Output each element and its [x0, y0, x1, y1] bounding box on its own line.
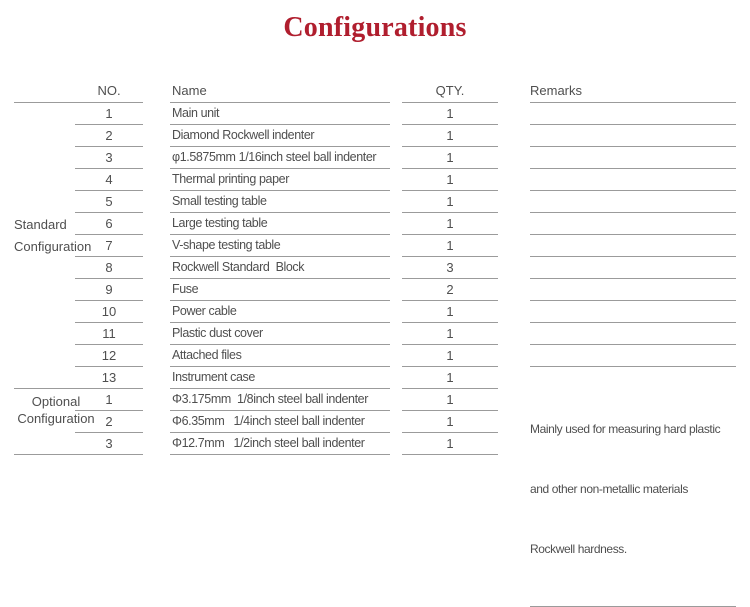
- remarks-cell: [530, 147, 736, 169]
- qty-cell: 3: [402, 257, 498, 279]
- name-cell: Thermal printing paper: [170, 169, 390, 191]
- qty-cell: 1: [402, 235, 498, 257]
- qty-cell: 1: [402, 411, 498, 433]
- no-cell: 5: [75, 191, 143, 213]
- remarks-note-line: Rockwell hardness.: [530, 542, 627, 556]
- remarks-note-line: Mainly used for measuring hard plastic: [530, 422, 721, 436]
- table-row: [0, 257, 750, 279]
- column-header-qty: QTY.: [402, 81, 498, 103]
- table-row: [0, 301, 750, 323]
- no-cell: 3: [75, 147, 143, 169]
- remarks-cell: [530, 257, 736, 279]
- remarks-cell: [530, 279, 736, 301]
- qty-cell: 1: [402, 389, 498, 411]
- no-cell: 7: [75, 235, 143, 257]
- name-cell: φ1.5875mm 1/16inch steel ball indenter: [170, 147, 390, 169]
- qty-cell: 1: [402, 367, 498, 389]
- no-cell: 1: [75, 389, 143, 411]
- page-title: Configurations: [283, 12, 467, 43]
- remarks-cell: [530, 345, 736, 367]
- group-label-standard-line2: Configuration: [14, 239, 92, 254]
- no-cell: 12: [75, 345, 143, 367]
- no-cell: 1: [75, 103, 143, 125]
- remarks-cell: [530, 323, 736, 345]
- group-label-optional-line2: Configuration: [17, 411, 95, 426]
- qty-cell: 1: [402, 213, 498, 235]
- no-cell: 3: [75, 433, 143, 455]
- table-row: [0, 147, 750, 169]
- table-row: [0, 213, 750, 235]
- remarks-cell: [530, 103, 736, 125]
- no-cell: 13: [75, 367, 143, 389]
- name-cell: Fuse: [170, 279, 390, 301]
- column-header-remarks: Remarks: [530, 81, 736, 103]
- remarks-cell: [530, 235, 736, 257]
- table-row: [0, 103, 750, 125]
- name-cell: Main unit: [170, 103, 390, 125]
- remarks-cell: [530, 125, 736, 147]
- name-cell: Φ6.35mm 1/4inch steel ball indenter: [170, 411, 390, 433]
- remarks-cell: [530, 213, 736, 235]
- no-cell: 11: [75, 323, 143, 345]
- name-cell: Plastic dust cover: [170, 323, 390, 345]
- name-cell: Instrument case: [170, 367, 390, 389]
- qty-cell: 1: [402, 323, 498, 345]
- name-cell: Power cable: [170, 301, 390, 323]
- name-cell: Attached files: [170, 345, 390, 367]
- group-label-optional-line1: Optional: [31, 394, 81, 409]
- remarks-cell: [530, 191, 736, 213]
- no-cell: 2: [75, 411, 143, 433]
- name-cell: V-shape testing table: [170, 235, 390, 257]
- qty-cell: 1: [402, 345, 498, 367]
- qty-cell: 1: [402, 433, 498, 455]
- qty-cell: 1: [402, 301, 498, 323]
- no-cell: 10: [75, 301, 143, 323]
- table-row: [0, 279, 750, 301]
- remarks-note-line: and other non-metallic materials: [530, 482, 688, 496]
- qty-cell: 1: [402, 125, 498, 147]
- table-row: [0, 235, 750, 257]
- qty-cell: 1: [402, 147, 498, 169]
- remarks-cell: [530, 169, 736, 191]
- name-cell: Diamond Rockwell indenter: [170, 125, 390, 147]
- no-cell: 8: [75, 257, 143, 279]
- name-cell: Small testing table: [170, 191, 390, 213]
- no-cell: 2: [75, 125, 143, 147]
- column-header-name: Name: [170, 81, 390, 103]
- name-cell: Large testing table: [170, 213, 390, 235]
- qty-cell: 1: [402, 191, 498, 213]
- qty-cell: 2: [402, 279, 498, 301]
- group-label-standard-line1: Standard: [14, 217, 67, 232]
- no-cell: 9: [75, 279, 143, 301]
- qty-cell: 1: [402, 103, 498, 125]
- table-row: [0, 345, 750, 367]
- table-row: [0, 323, 750, 345]
- name-cell: Rockwell Standard Block: [170, 257, 390, 279]
- table-row: [0, 125, 750, 147]
- remarks-cell: [530, 301, 736, 323]
- table-row: [0, 191, 750, 213]
- table-row: [0, 169, 750, 191]
- qty-cell: 1: [402, 169, 498, 191]
- name-cell: Φ12.7mm 1/2inch steel ball indenter: [170, 433, 390, 455]
- optional-remarks-note: [530, 379, 736, 607]
- name-cell: Φ3.175mm 1/8inch steel ball indenter: [170, 389, 390, 411]
- no-cell: 6: [75, 213, 143, 235]
- column-header-no: NO.: [75, 81, 143, 103]
- no-cell: 4: [75, 169, 143, 191]
